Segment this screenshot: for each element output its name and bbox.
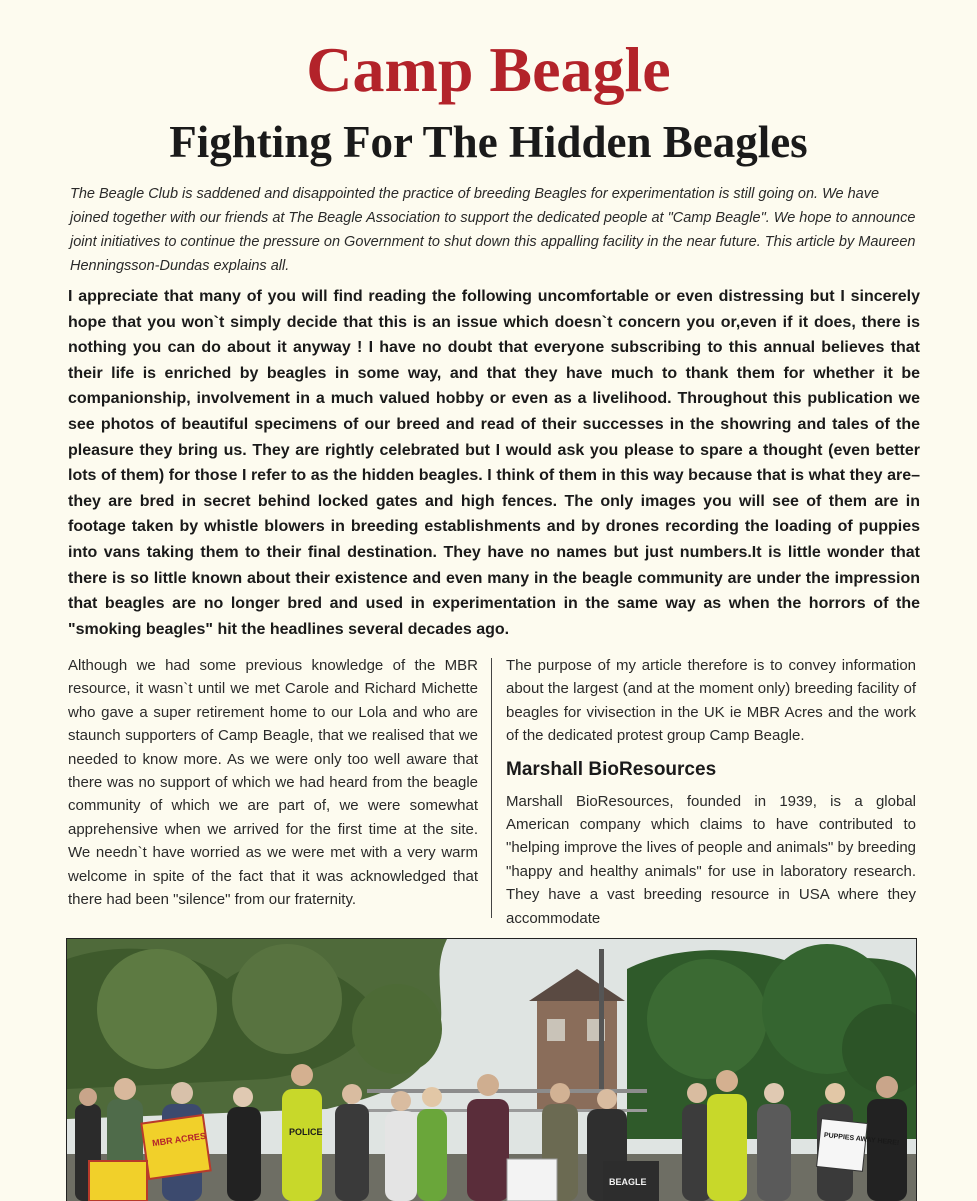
right-column-intro: The purpose of my article therefore is to convey information about the largest (and at the moment only) breeding facility of beagles for vivisection in the UK ie MBR Acres and the work of the dedicated protest group Camp Beagle. — [506, 657, 916, 745]
sign-right-text: PUPPIES AWAY HERE! — [823, 1132, 900, 1147]
right-column-body: Marshall BioResources, founded in 1939, is a global American company which claims to have contributed to "helping improve the lives of people and animals" by breeding "happy and healthy animals" for use in laboratory research. They have a vast breeding resource in USA where they accommodate — [506, 792, 916, 927]
section-heading: Marshall BioResources — [506, 758, 717, 780]
protest-photo-illustration — [67, 939, 916, 1201]
column-divider — [491, 658, 492, 918]
left-column — [68, 654, 478, 911]
police-vest-text: POLICE — [289, 1127, 323, 1137]
protest-photo — [66, 938, 917, 1201]
left-column-text: Although we had some previous knowledge of the MBR resource, it wasn`t until we met Carole and Richard Michette who gave a super retirement home to our Lola and who are staunch supporters of Camp Beagle, that we realised that we needed to know more. As we were only too well aware that there was no support of which we had heard from the beagle community of which we are part of, we were somewhat apprehensive when we arrived for the first time at the site. We needn`t have worried as we were met with a very warm welcome in spite of the fact that it was acknowledged that there had been "silence" from our fraternity. — [68, 657, 478, 909]
article-title: Camp Beagle — [306, 34, 671, 105]
intro-paragraph: The Beagle Club is saddened and disappointed the practice of breeding Beagles for experimentation is still going on. We have joined together with our friends at The Beagle Association to support the dedicated people at "Camp Beagle". We hope to announce joint initiatives to continue the pressure on Government to shut down this appalling facility in the near future. This article by Maureen Henningsson-Dundas explains all. — [70, 186, 916, 274]
sign-left-text: MBR ACRES — [151, 1130, 207, 1149]
right-column — [506, 654, 916, 930]
lead-paragraph: I appreciate that many of you will find reading the following uncomfortable or even distressing but I sincerely hope that you won`t simply decide that this is an issue which doesn`t concern you or,even if it does, there is nothing you can do about it anyway ! I have no doubt that everyone subscribing to this annual believes that their life is enriched by beagles in some way, and that they have much to thank them for whether it be companionship, involvement in a much valued hobby or even as a livelihood. Throughout this publication we see photos of beautiful specimens of our breed and read of their successes in the showring and tales of the pleasure they bring us. They are rightly celebrated but I would ask you please to spare a thought (even better lots of them) for those I refer to as the hidden beagles. I think of them in this way because that is what they are–they are bred in secret behind locked gates and high fences. The only images you will see of them are in footage taken by whistle blowers in breeding establishments and by drones recording the loading of puppies into vans taking them to their final destination. They have no names but just numbers.It is little wonder that there is so little known about their existence and even many in the beagle community are under the impression that beagles are no longer bred and used in experimentation in the same way as when the horrors of the "smoking beagles" hit the headlines several decades ago. — [68, 288, 920, 638]
sign-centre-text: BEAGLE — [609, 1177, 647, 1187]
article-subtitle: Fighting For The Hidden Beagles — [169, 117, 808, 167]
